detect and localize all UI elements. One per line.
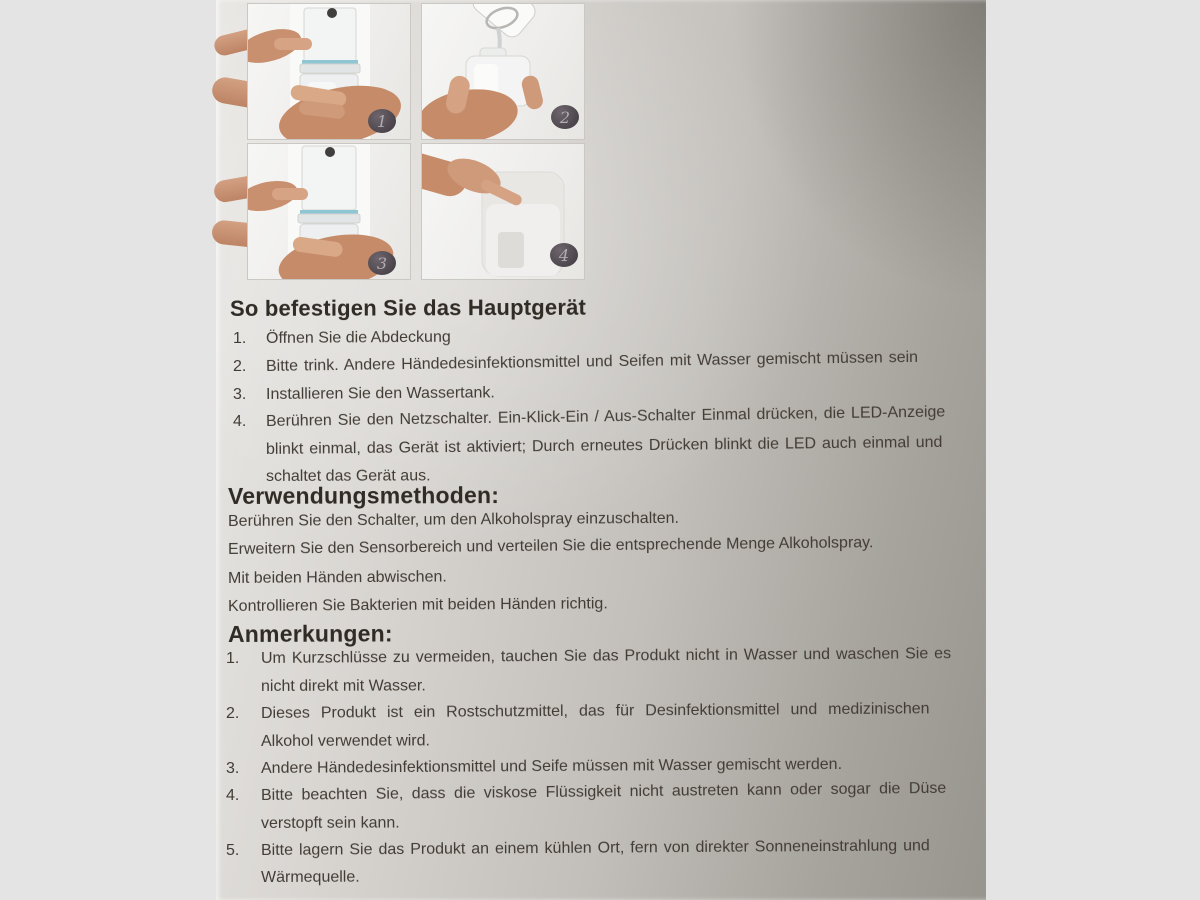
figure-number-badge	[368, 251, 396, 275]
usage-line: Erweitern Sie den Sensorbereich und verteilen Sie die entsprechende Menge Alkoholspray.	[227, 534, 874, 558]
usage-line: Kontrollieren Sie Bakterien mit beiden Händen richtig.	[227, 595, 608, 615]
note-text: Alkohol verwendet wird.	[260, 732, 430, 750]
instruction-photo-1	[247, 3, 411, 140]
note-text: Bitte lagern Sie das Produkt an einem kühlen Ort, fern von direkter Sonneneinstrahlung und	[260, 837, 930, 859]
list-number: 4.	[226, 787, 240, 804]
note-text: Bitte beachten Sie, dass die viskose Flüssigkeit nicht austreten kann oder sogar die Düse	[260, 779, 947, 804]
list-number: 1.	[226, 650, 240, 667]
note-text: Um Kurzschlüsse zu vermeiden, tauchen Sie das Produkt nicht in Wasser und waschen Sie es	[260, 645, 952, 667]
note-text: verstopft sein kann.	[260, 814, 400, 832]
usage-line: Berühren Sie den Schalter, um den Alkoholspray einzuschalten.	[227, 509, 679, 530]
list-item-text: Bitte trink. Andere Händedesinfektionsmittel und Seifen mit Wasser gemischt müssen sein	[265, 348, 919, 375]
instruction-photo-4	[421, 143, 585, 280]
list-number: 3.	[226, 760, 240, 777]
usage-line: Mit beiden Händen abwischen.	[227, 568, 447, 587]
instruction-photo-3	[247, 143, 411, 280]
instruction-photo-2	[421, 3, 585, 140]
heading-notes: Anmerkungen:	[227, 620, 393, 647]
list-item-text: Installieren Sie den Wassertank.	[265, 384, 495, 403]
figure-number-badge	[368, 109, 396, 133]
note-text: Wärmequelle.	[260, 868, 360, 886]
figure-number: 2	[559, 107, 571, 127]
bottle-icon	[469, 4, 539, 52]
note-text: Andere Händedesinfektionsmittel und Seife müssen mit Wasser gemischt werden.	[260, 755, 843, 777]
figure-number-badge	[551, 105, 579, 129]
photographed-manual-page	[216, 0, 986, 900]
list-number: 4.	[233, 413, 247, 430]
note-text: nicht direkt mit Wasser.	[260, 677, 426, 695]
list-item-text: blinkt einmal, das Gerät ist aktiviert; Durch erneutes Drücken blinkt die LED auch einmal und	[265, 433, 943, 458]
heading-usage: Verwendungsmethoden:	[227, 482, 500, 509]
list-number: 3.	[233, 386, 247, 403]
list-number: 5.	[226, 842, 240, 859]
figure-number-badge	[550, 243, 578, 267]
figure-number: 3	[376, 253, 388, 273]
figure-number: 4	[558, 245, 570, 265]
list-item-text: Berühren Sie den Netzschalter. Ein-Klick-Ein / Aus-Schalter Einmal drücken, die LED-Anzeige	[265, 403, 946, 430]
note-text: Dieses Produkt ist ein Rostschutzmittel, das für Desinfektionsmittel und medizinischen	[260, 700, 930, 722]
list-item-text: Öffnen Sie die Abdeckung	[265, 328, 451, 347]
list-item-text: schaltet das Gerät aus.	[265, 467, 431, 485]
list-number: 2.	[226, 705, 240, 722]
heading-mounting: So befestigen Sie das Hauptgerät	[229, 294, 587, 321]
list-number: 2.	[233, 358, 247, 375]
figure-number: 1	[376, 111, 388, 131]
list-number: 1.	[233, 330, 247, 347]
